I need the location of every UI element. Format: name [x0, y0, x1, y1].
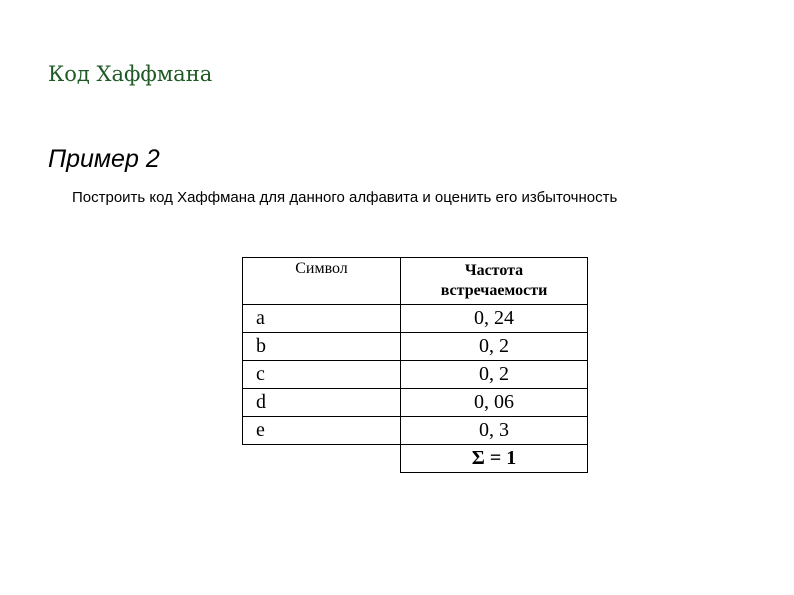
symbol-cell: b [243, 333, 401, 361]
frequency-header-line2: встречаемости [440, 282, 548, 299]
symbol-cell: c [243, 361, 401, 389]
frequency-cell: 0, 2 [401, 361, 588, 389]
frequency-cell: 0, 24 [401, 305, 588, 333]
symbol-cell: d [243, 389, 401, 417]
example-heading: Пример 2 [48, 145, 160, 173]
frequency-table [242, 257, 588, 473]
frequency-column-header [401, 258, 588, 305]
symbol-column-header: Символ [243, 258, 401, 305]
symbol-cell: a [243, 305, 401, 333]
symbol-cell: e [243, 417, 401, 445]
slide-title: Код Хаффмана [48, 62, 213, 86]
table-row [243, 389, 588, 417]
table-row [243, 305, 588, 333]
table-row [243, 417, 588, 445]
empty-cell [243, 445, 401, 473]
table-row [243, 333, 588, 361]
table-header-row [243, 258, 588, 305]
sum-cell: Σ = 1 [401, 445, 588, 473]
task-text: Построить код Хаффмана для данного алфавита и оценить его избыточность [72, 189, 618, 206]
frequency-cell: 0, 06 [401, 389, 588, 417]
frequency-cell: 0, 3 [401, 417, 588, 445]
table-row [243, 361, 588, 389]
sum-row [243, 445, 588, 473]
frequency-cell: 0, 2 [401, 333, 588, 361]
frequency-header-line1: Частота [464, 262, 524, 279]
